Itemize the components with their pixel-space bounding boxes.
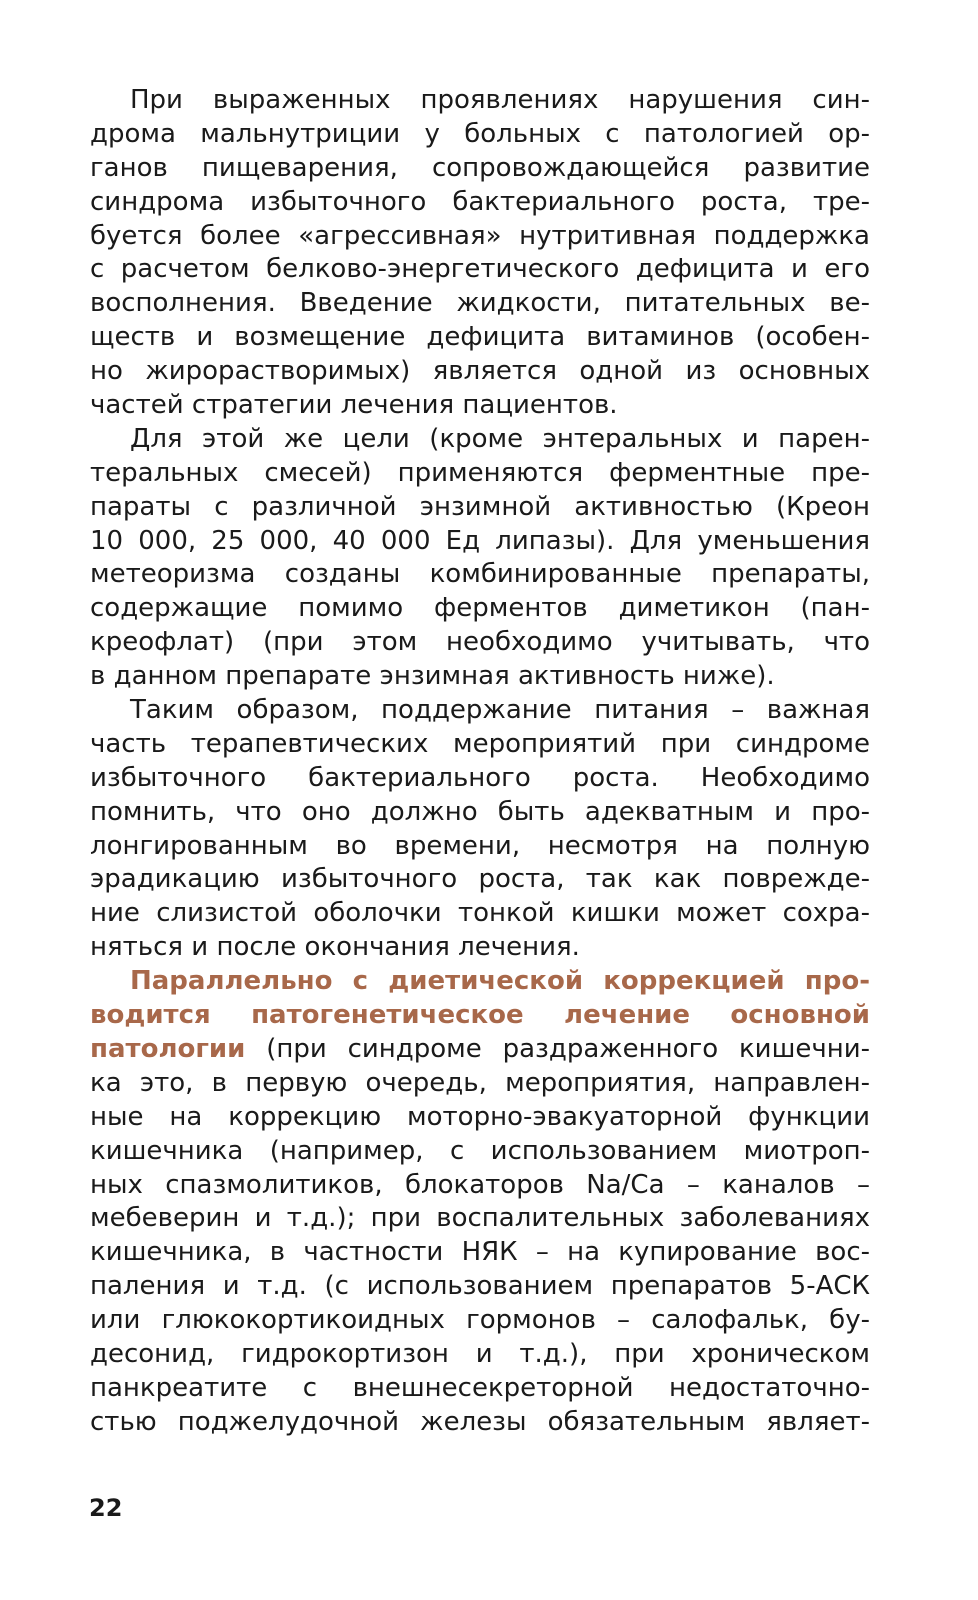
text-line: часть терапевтических мероприятий при синдроме xyxy=(90,728,870,759)
text-line: ка это, в первую очередь, мероприятия, направлен- xyxy=(90,1067,870,1098)
text-line: десонид, гидрокортизон и т.д.), при хроническом xyxy=(90,1338,870,1369)
text-line: ные на коррекцию моторно-эвакуаторной функции xyxy=(90,1101,870,1132)
paragraph-4 xyxy=(90,965,870,1439)
text-line: синдрома избыточного бактериального роста, тре- xyxy=(90,186,870,217)
text-run: (при синдроме раздраженного кишечни- xyxy=(245,1033,870,1064)
text-line: параты с различной энзимной активностью (Креон xyxy=(90,491,870,522)
text-line: эрадикацию избыточного роста, так как поврежде- xyxy=(90,864,870,895)
text-line: мебеверин и т.д.); при воспалительных заболеваниях xyxy=(90,1203,870,1234)
text-line: Для этой же цели (кроме энтеральных и парен- xyxy=(130,423,870,454)
text-line: кишечника, в частности НЯК – на купирование вос- xyxy=(90,1237,870,1268)
text-line: помнить, что оно должно быть адекватным и про- xyxy=(90,796,870,827)
text-line: лонгированным во времени, несмотря на полную xyxy=(90,830,870,861)
text-line: содержащие помимо ферментов диметикон (пан- xyxy=(90,593,870,624)
text-line: ных спазмолитиков, блокаторов Na/Ca – каналов – xyxy=(90,1169,870,1200)
mixed-text-line xyxy=(90,1033,870,1067)
text-line: дрома мальнутриции у больных с патологией ор- xyxy=(90,118,870,149)
text-line: панкреатите с внешнесекреторной недостаточно- xyxy=(90,1372,870,1403)
text-line: ществ и возмещение дефицита витаминов (особен- xyxy=(90,322,870,353)
paragraph-3 xyxy=(90,694,870,965)
text-line: кишечника (например, с использованием миотроп- xyxy=(90,1135,870,1166)
text-line: восполнения. Введение жидкости, питательных ве- xyxy=(90,288,870,319)
text-line: няться и после окончания лечения. xyxy=(90,932,580,963)
text-line: теральных смесей) применяются ферментные пре- xyxy=(90,457,870,488)
paragraph-1 xyxy=(90,84,870,423)
text-line: или глюкокортикоидных гормонов – салофальк, бу- xyxy=(90,1305,870,1336)
highlighted-phrase: патологии xyxy=(90,1033,246,1064)
text-line: При выраженных проявлениях нарушения син- xyxy=(130,85,870,115)
text-line: частей стратегии лечения пациентов. xyxy=(90,390,618,421)
highlighted-text-line: водится патогенетическое лечение основной xyxy=(90,1000,870,1031)
page-number: 22 xyxy=(89,1494,123,1522)
text-line: ганов пищеварения, сопровождающейся развитие xyxy=(90,152,870,183)
text-line: в данном препарате энзимная активность ниже). xyxy=(90,661,775,692)
paragraph-2 xyxy=(90,423,870,694)
text-line: избыточного бактериального роста. Необходимо xyxy=(90,762,870,793)
text-line: но жирорастворимых) является одной из основных xyxy=(90,356,870,387)
highlighted-text-line: Параллельно с диетической коррекцией про- xyxy=(130,966,870,997)
text-line: с расчетом белково-энергетического дефицита и его xyxy=(90,254,870,285)
text-line: паления и т.д. (с использованием препаратов 5-АСК xyxy=(90,1271,870,1302)
page-body xyxy=(90,84,870,1440)
text-line: креофлат) (при этом необходимо учитывать, что xyxy=(90,627,870,658)
text-line: ние слизистой оболочки тонкой кишки может сохра- xyxy=(90,898,870,929)
text-line: метеоризма созданы комбинированные препараты, xyxy=(90,559,870,590)
text-line: стью поджелудочной железы обязательным являет- xyxy=(90,1406,870,1437)
text-line: 10 000, 25 000, 40 000 Ед липазы). Для уменьшения xyxy=(90,525,870,556)
text-line: буется более «агрессивная» нутритивная поддержка xyxy=(90,220,870,251)
text-line: Таким образом, поддержание питания – важная xyxy=(130,695,870,726)
